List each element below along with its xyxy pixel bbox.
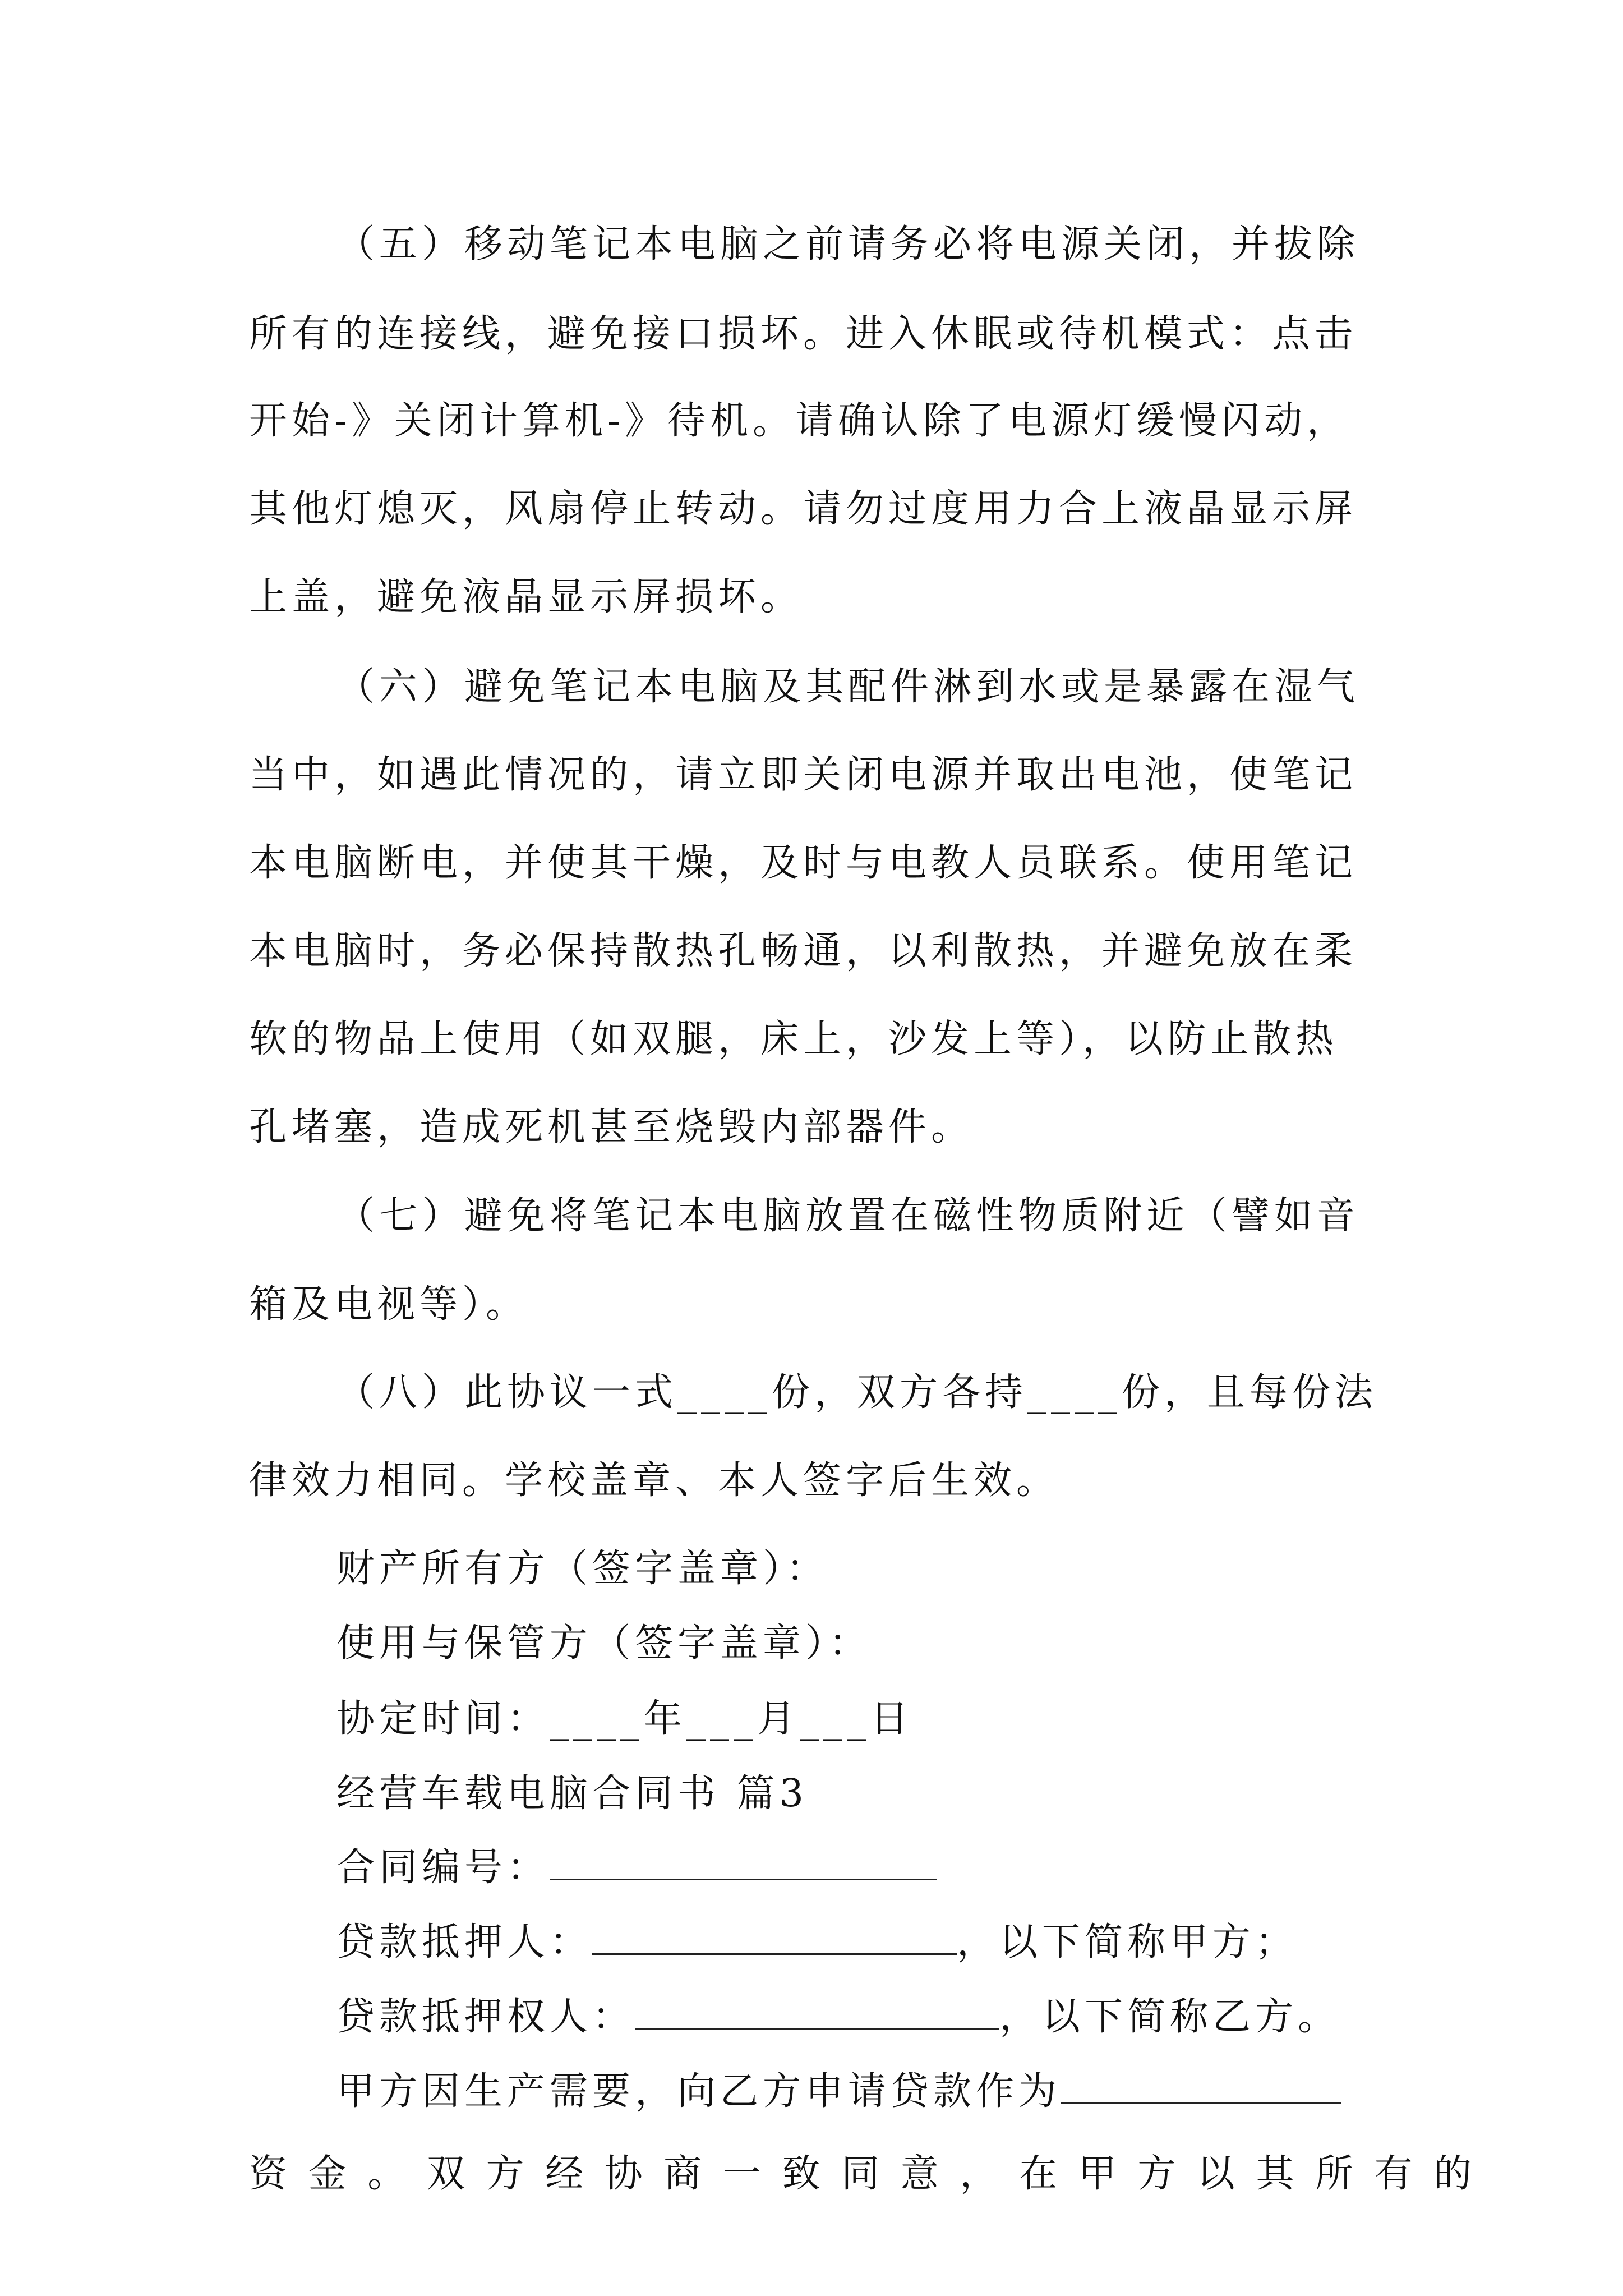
contract-number-blank — [550, 1846, 937, 1880]
clause-7-line-2: 箱及电视等）。 — [249, 1282, 529, 1327]
agreement-date-line — [336, 1691, 913, 1747]
owner-signature-line: 财产所有方（签字盖章）： — [336, 1547, 829, 1591]
user-signature-line: 使用与保管方（签字盖章）： — [336, 1621, 872, 1665]
clause-5-line-3: 开始-》关闭计算机-》待机。请确认除了电源灯缓慢闪动， — [249, 399, 1349, 443]
mortgagee-suffix: ，以下简称乙方。 — [999, 1995, 1341, 2039]
day-text: 日 — [870, 1697, 914, 1741]
clause-8-line-2: 律效力相同。学校盖章、本人签字后生效。 — [249, 1458, 1059, 1503]
loan-purpose-blank — [1061, 2070, 1341, 2104]
final-paragraph-line-1 — [336, 2064, 1341, 2120]
contract-number-label: 合同编号： — [336, 1846, 550, 1890]
mortgagee-label: 贷款抵押权人： — [336, 1995, 635, 2039]
copies-each-blank: ____ — [1027, 1370, 1122, 1415]
mortgagor-line — [336, 1915, 1298, 1971]
final-paragraph-line-2: 资 金 。 双 方 经 协 商 一 致 同 意 ， 在 甲 方 以 其 所 有 的 — [249, 2152, 1477, 2196]
clause-6-line-6: 孔堵塞，造成死机甚至烧毁内部器件。 — [249, 1105, 974, 1149]
clause-6-line-4: 本电脑时，务必保持散热孔畅通，以利散热，并避免放在柔 — [249, 929, 1358, 973]
clause-6-line-2: 当中，如遇此情况的，请立即关闭电源并取出电池，使笔记 — [249, 753, 1358, 797]
mortgagee-line — [336, 1989, 1340, 2045]
copies-total-blank: ____ — [677, 1370, 772, 1415]
month-text: 月 — [757, 1697, 800, 1741]
date-label: 协定时间： — [336, 1697, 550, 1741]
year-blank: ____ — [550, 1697, 644, 1741]
final-paragraph-text-1: 甲方因生产需要，向乙方申请贷款作为 — [336, 2069, 1062, 2114]
clause-6-line-3: 本电脑断电，并使其干燥，及时与电教人员联系。使用笔记 — [249, 841, 1358, 885]
clause-5-line-1: （五）移动笔记本电脑之前请务必将电源关闭，并拔除 — [336, 222, 1360, 266]
clause-8-line-1 — [336, 1365, 1377, 1421]
mortgagor-name-blank — [592, 1921, 957, 1955]
contract-number-line — [336, 1840, 937, 1896]
clause-6-line-1: （六）避免笔记本电脑及其配件淋到水或是暴露在湿气 — [336, 665, 1360, 709]
clause-5-line-2: 所有的连接线，避免接口损坏。进入休眠或待机模式：点击 — [249, 312, 1358, 356]
year-text: 年 — [644, 1697, 687, 1741]
clause-6-line-5: 软的物品上使用（如双腿，床上，沙发上等），以防止散热 — [249, 1017, 1339, 1061]
mortgagee-name-blank — [635, 1995, 999, 2030]
clause-5-line-4: 其他灯熄灭，风扇停止转动。请勿过度用力合上液晶显示屏 — [249, 487, 1358, 531]
clause-8-text-3: 份，且每份法 — [1122, 1370, 1378, 1415]
mortgagor-suffix: ，以下简称甲方； — [957, 1920, 1298, 1964]
clause-5-line-5: 上盖，避免液晶显示屏损坏。 — [249, 575, 804, 619]
month-blank: ___ — [686, 1697, 758, 1741]
clause-8-text-1: （八）此协议一式 — [336, 1370, 678, 1415]
clause-8-text-2: 份，双方各持 — [772, 1370, 1028, 1415]
clause-7-line-1: （七）避免将笔记本电脑放置在磁性物质附近（譬如音 — [336, 1194, 1360, 1238]
day-blank: ___ — [800, 1697, 871, 1741]
mortgagor-label: 贷款抵押人： — [336, 1920, 593, 1964]
section-title: 经营车载电脑合同书 篇3 — [336, 1772, 808, 1816]
